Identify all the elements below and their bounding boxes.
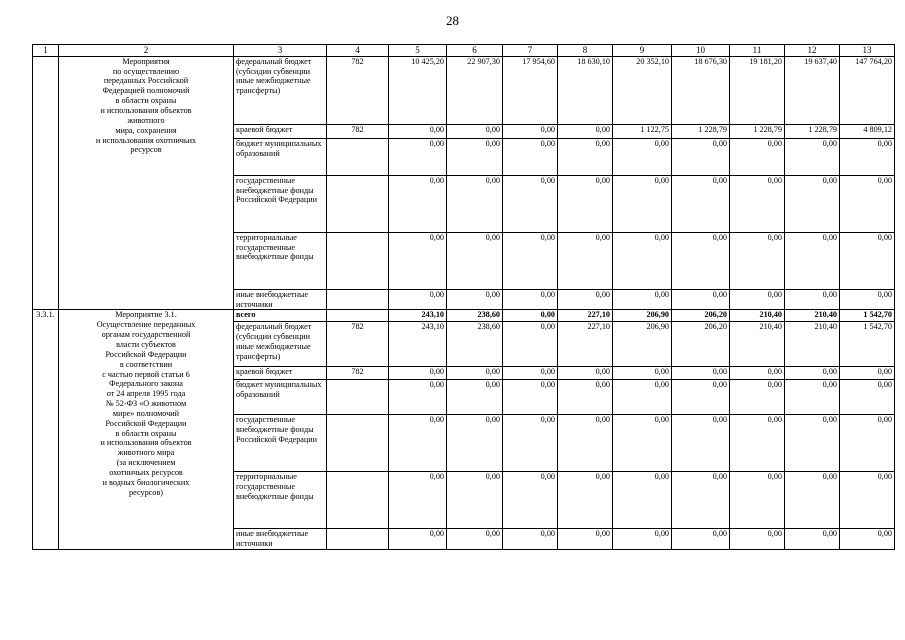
amount-cell: 0,00: [840, 175, 895, 232]
amount-cell: 0,00: [613, 380, 672, 415]
funding-source: иные внебюджетные источники: [234, 529, 327, 550]
amount-cell: 0,00: [389, 232, 447, 289]
column-number: 5: [389, 45, 447, 57]
amount-cell: 0,00: [447, 232, 503, 289]
amount-cell: 0,00: [503, 138, 558, 175]
funding-source: бюджет муниципальных образований: [234, 138, 327, 175]
amount-cell: 0,00: [503, 380, 558, 415]
amount-cell: 0,00: [785, 415, 840, 472]
column-number-row: [33, 45, 895, 57]
amount-cell: 0,00: [730, 415, 785, 472]
amount-cell: 22 907,30: [447, 56, 503, 124]
amount-cell: 0,00: [785, 232, 840, 289]
column-number: 4: [327, 45, 389, 57]
column-number: 7: [503, 45, 558, 57]
amount-cell: 227,10: [558, 322, 613, 367]
amount-cell: 243,10: [389, 322, 447, 367]
item-name: Мероприятие 3.1. Осуществление переданных органам государственной власти субъектов Российской Федерации в соответствии с частью первой статьи 6 Федерального закона от 24 апреля 1995 года № 52-ФЗ «О животном мире» полномочий Российской Федерации в области охраны и использования объектов животного мира (за исключением охотничьих ресурсов и водных биологических ресурсов): [59, 310, 234, 550]
amount-cell: 0,00: [503, 124, 558, 138]
amount-cell: 0,00: [672, 529, 730, 550]
column-number: 9: [613, 45, 672, 57]
amount-cell: 19 181,20: [730, 56, 785, 124]
amount-cell: 0,00: [785, 472, 840, 529]
amount-cell: 0,00: [840, 289, 895, 310]
funding-source: иные внебюджетные источники: [234, 289, 327, 310]
amount-cell: 210,40: [730, 310, 785, 322]
amount-cell: 0,00: [613, 175, 672, 232]
amount-cell: 0,00: [840, 367, 895, 380]
amount-cell: 1 228,79: [730, 124, 785, 138]
amount-cell: 0,00: [389, 415, 447, 472]
grbs-code: 782: [327, 124, 389, 138]
grbs-code: [327, 529, 389, 550]
amount-cell: 0,00: [672, 138, 730, 175]
amount-cell: 0,00: [389, 529, 447, 550]
amount-cell: 0,00: [389, 367, 447, 380]
amount-cell: 0,00: [613, 529, 672, 550]
amount-cell: 0,00: [672, 415, 730, 472]
page-number: 28: [446, 13, 459, 28]
amount-cell: 0,00: [447, 380, 503, 415]
funding-source: территориальные государственные внебюджетные фонды: [234, 472, 327, 529]
amount-cell: 1 122,75: [613, 124, 672, 138]
amount-cell: 0,00: [447, 124, 503, 138]
amount-cell: 20 352,10: [613, 56, 672, 124]
grbs-code: [327, 138, 389, 175]
grbs-code: [327, 310, 389, 322]
amount-cell: 206,90: [613, 310, 672, 322]
column-number: 6: [447, 45, 503, 57]
amount-cell: 0,00: [840, 529, 895, 550]
amount-cell: 1 228,79: [672, 124, 730, 138]
grbs-code: [327, 289, 389, 310]
amount-cell: 0,00: [730, 367, 785, 380]
grbs-code: 782: [327, 56, 389, 124]
amount-cell: 0,00: [447, 175, 503, 232]
amount-cell: 0,00: [447, 289, 503, 310]
funding-source: государственные внебюджетные фонды Российской Федерации: [234, 415, 327, 472]
amount-cell: 0,00: [389, 289, 447, 310]
amount-cell: 210,40: [730, 322, 785, 367]
amount-cell: 0,00: [672, 472, 730, 529]
funding-source: государственные внебюджетные фонды Российской Федерации: [234, 175, 327, 232]
amount-cell: 0,00: [447, 472, 503, 529]
table-row: [33, 310, 895, 322]
amount-cell: 206,90: [613, 322, 672, 367]
amount-cell: 1 542,70: [840, 310, 895, 322]
amount-cell: 0,00: [503, 175, 558, 232]
amount-cell: 238,60: [447, 322, 503, 367]
amount-cell: 0,00: [558, 472, 613, 529]
amount-cell: 0,00: [558, 415, 613, 472]
amount-cell: 0,00: [447, 138, 503, 175]
amount-cell: 0,00: [672, 232, 730, 289]
amount-cell: 0,00: [672, 380, 730, 415]
table-row: [33, 56, 895, 124]
amount-cell: 0,00: [503, 322, 558, 367]
column-number: 10: [672, 45, 730, 57]
amount-cell: 0,00: [730, 529, 785, 550]
amount-cell: 0,00: [503, 367, 558, 380]
amount-cell: 243,10: [389, 310, 447, 322]
amount-cell: 0,00: [558, 175, 613, 232]
grbs-code: [327, 472, 389, 529]
column-number: 3: [234, 45, 327, 57]
amount-cell: 0,00: [840, 380, 895, 415]
amount-cell: 0,00: [503, 289, 558, 310]
amount-cell: 0,00: [840, 415, 895, 472]
amount-cell: 0,00: [389, 124, 447, 138]
grbs-code: [327, 175, 389, 232]
amount-cell: 0,00: [558, 367, 613, 380]
amount-cell: 147 764,20: [840, 56, 895, 124]
amount-cell: 0,00: [447, 367, 503, 380]
amount-cell: 0,00: [840, 472, 895, 529]
amount-cell: 0,00: [447, 415, 503, 472]
amount-cell: 0,00: [558, 529, 613, 550]
amount-cell: 0,00: [558, 232, 613, 289]
amount-cell: 18 630,10: [558, 56, 613, 124]
amount-cell: 0,00: [613, 138, 672, 175]
amount-cell: 0,00: [840, 138, 895, 175]
amount-cell: 206,20: [672, 322, 730, 367]
amount-cell: 1 228,79: [785, 124, 840, 138]
amount-cell: 210,40: [785, 322, 840, 367]
amount-cell: 0,00: [672, 289, 730, 310]
amount-cell: 0,00: [389, 472, 447, 529]
funding-source: федеральный бюджет (субсидии субвенции иные межбюджетные трансферты): [234, 322, 327, 367]
amount-cell: 0,00: [558, 380, 613, 415]
amount-cell: 0,00: [785, 367, 840, 380]
amount-cell: 0,00: [613, 472, 672, 529]
item-code: [33, 56, 59, 310]
amount-cell: 0,00: [785, 289, 840, 310]
grbs-code: 782: [327, 322, 389, 367]
amount-cell: 210,40: [785, 310, 840, 322]
grbs-code: [327, 232, 389, 289]
amount-cell: 0,00: [613, 289, 672, 310]
amount-cell: 0,00: [730, 232, 785, 289]
amount-cell: 0,00: [840, 232, 895, 289]
column-number: 2: [59, 45, 234, 57]
item-name: Мероприятия по осуществлению переданных Российской Федерацией полномочий в области охраны и использования объектов животного мира, сохранения и использования охотничьих ресурсов: [59, 56, 234, 310]
amount-cell: 10 425,20: [389, 56, 447, 124]
amount-cell: 0,00: [613, 415, 672, 472]
amount-cell: 0,00: [447, 529, 503, 550]
amount-cell: 0,00: [503, 529, 558, 550]
amount-cell: 0,00: [730, 289, 785, 310]
amount-cell: 0,00: [558, 289, 613, 310]
amount-cell: 4 809,12: [840, 124, 895, 138]
amount-cell: 0,00: [503, 232, 558, 289]
budget-table: [32, 44, 895, 550]
amount-cell: 238,60: [447, 310, 503, 322]
amount-cell: 0,00: [785, 529, 840, 550]
amount-cell: 0,00: [730, 138, 785, 175]
amount-cell: 0,00: [389, 380, 447, 415]
amount-cell: 0,00: [730, 472, 785, 529]
grbs-code: [327, 415, 389, 472]
column-number: 12: [785, 45, 840, 57]
amount-cell: 227,10: [558, 310, 613, 322]
amount-cell: 0,00: [389, 175, 447, 232]
amount-cell: 1 542,70: [840, 322, 895, 367]
funding-source: краевой бюджет: [234, 367, 327, 380]
grbs-code: 782: [327, 367, 389, 380]
item-code: 3.3.1.: [33, 310, 59, 550]
funding-source: территориальные государственные внебюджетные фонды: [234, 232, 327, 289]
amount-cell: 0,00: [785, 380, 840, 415]
amount-cell: 0,00: [558, 124, 613, 138]
funding-source: краевой бюджет: [234, 124, 327, 138]
amount-cell: 0,00: [389, 138, 447, 175]
amount-cell: 0,00: [558, 138, 613, 175]
amount-cell: 0,00: [785, 175, 840, 232]
funding-source: бюджет муниципальных образований: [234, 380, 327, 415]
grbs-code: [327, 380, 389, 415]
amount-cell: 0,00: [785, 138, 840, 175]
column-number: 11: [730, 45, 785, 57]
funding-source: всего: [234, 310, 327, 322]
amount-cell: 206,20: [672, 310, 730, 322]
amount-cell: 0,00: [503, 472, 558, 529]
amount-cell: 0,00: [672, 175, 730, 232]
amount-cell: 18 676,30: [672, 56, 730, 124]
amount-cell: 19 637,40: [785, 56, 840, 124]
amount-cell: 0,00: [730, 175, 785, 232]
amount-cell: 0,00: [503, 310, 558, 322]
column-number: 8: [558, 45, 613, 57]
funding-source: федеральный бюджет (субсидии субвенции иные межбюджетные трансферты): [234, 56, 327, 124]
amount-cell: 0,00: [613, 232, 672, 289]
column-number: 1: [33, 45, 59, 57]
amount-cell: 0,00: [613, 367, 672, 380]
amount-cell: 0,00: [672, 367, 730, 380]
amount-cell: 0,00: [503, 415, 558, 472]
amount-cell: 17 954,60: [503, 56, 558, 124]
column-number: 13: [840, 45, 895, 57]
amount-cell: 0,00: [730, 380, 785, 415]
